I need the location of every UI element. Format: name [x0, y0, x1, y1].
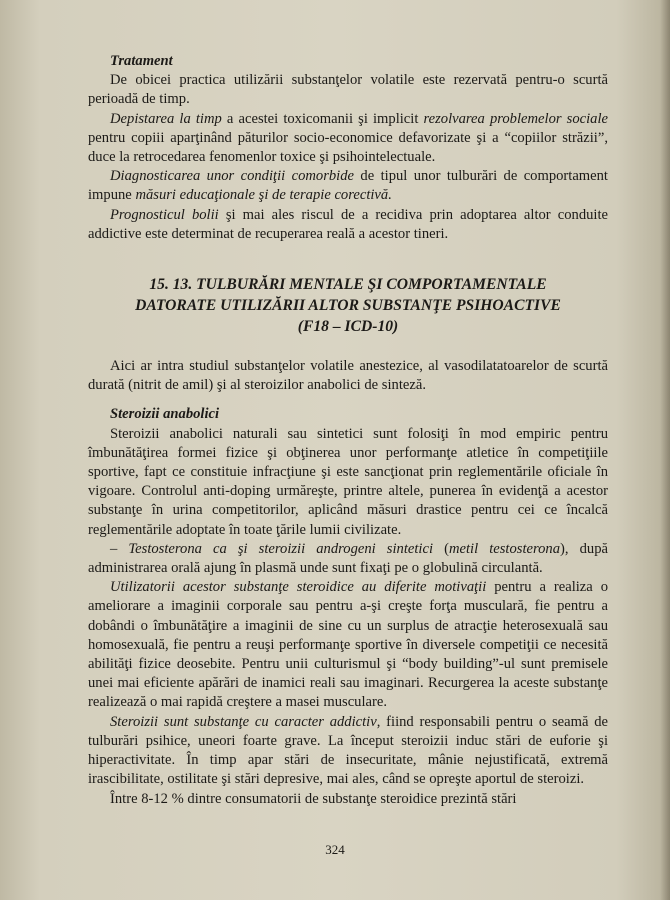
- treatment-paragraph-1: De obicei practica utilizării substanţelor volatile este rezervată pentru-o scurtă perioadă de timp.: [88, 72, 608, 108]
- steroids-paragraph-1: Steroizii anabolici naturali sau sintetici sunt folosiţi în mod empiric pentru îmbunătăţirea formei fizice şi obţinerea unor performanţe atletice în competiţiile sportive, fapt ce constituie infracţiune şi este sancţionat prin reglementările oficiale în vigoare. Controlul anti-doping urmăreşte, printre altele, punerea în evidenţă a acestor substanţe în urina competitorilor, aplicând măsuri drastice pentru cei ce încalcă reglementările adoptate în toate ţările lumii civilizate.: [88, 425, 608, 538]
- text: a acestei toxicomanii şi implicit: [221, 110, 424, 127]
- emphasis: Utilizatorii acestor substanţe steroidice au diferite motivaţii: [110, 579, 487, 596]
- text: ), după administrarea orală ajung în plasmă unde sunt fixaţi pe o globulină circulantă.: [88, 540, 608, 577]
- steroids-paragraph-3: [88, 578, 608, 712]
- emphasis: Steroizii sunt substanţe cu caracter addictiv: [110, 713, 377, 730]
- text: (: [433, 540, 449, 557]
- section-title-line-1: 15. 13. TULBURĂRI MENTALE ŞI COMPORTAMENTALE: [149, 276, 547, 294]
- page-edge-shadow: [660, 0, 670, 900]
- text: pentru a realiza o ameliorare a imaginii corporale sau pentru a-şi creşte forţa musculară, fie pentru a dobândi o îmbunătăţire a imaginii de sine cu un surplus de atracţie heterosexuală sau homosexuală, fie pentru a reuşi performanţe sportive în diversele competiţii ce necesită abilităţi fizice deosebite. Pentru unii culturismul şi “body building”-ul sunt premisele unei mai eficiente apărări de inamici reali sau imaginari. Recurgerea la aceste substanţe realizează o mai rapidă creştere a masei musculare.: [88, 579, 608, 711]
- dash: –: [110, 540, 129, 557]
- page-content: [88, 52, 608, 809]
- emphasis: Depistarea la timp: [110, 110, 222, 127]
- emphasis: măsuri educaţionale şi de terapie corectivă.: [135, 187, 392, 204]
- treatment-paragraph-3: [88, 167, 608, 205]
- text: pentru copiii aparţinând păturilor socio-economice defavorizate şi a “copiilor străzii”, duce la retrocedarea fenomenlor toxice şi psihointelectuale.: [88, 129, 608, 166]
- emphasis: Testosterona ca şi steroizii androgeni sintetici: [128, 540, 433, 557]
- page-number: 324: [325, 842, 345, 857]
- treatment-heading: Tratament: [110, 53, 173, 69]
- steroids-paragraph-2: [88, 540, 608, 578]
- treatment-paragraph-4: [88, 206, 608, 244]
- steroids-paragraph-5: Între 8-12 % dintre consumatorii de substanţe steroidice prezintă stări: [110, 790, 517, 807]
- emphasis: Diagnosticarea unor condiţii comorbide: [110, 168, 355, 185]
- treatment-paragraph-2: [88, 110, 608, 168]
- emphasis: metil testosterona: [448, 540, 561, 557]
- intro-paragraph: Aici ar intra studiul substanţelor volatile anestezice, al vasodilatatoarelor de scurtă durată (nitrit de amil) şi al steroizilor anabolici de sinteză.: [88, 358, 608, 394]
- text: şi mai ales riscul de a recidiva prin adoptarea altor conduite addictive este determinat de recuperarea reală a acestor tineri.: [88, 206, 609, 242]
- text: , fiind responsabili pentru o seamă de tulburări psihice, uneori foarte grave. La început steroizii induc stări de euforie şi hiperactivitate. În timp apar stări de insecuritate, mânie nejustificată, extremă irascibilitate, ostilitate şi stări depresive, mai ales, când se opreşte aportul de steroizi.: [88, 713, 608, 788]
- section-title: [88, 274, 608, 337]
- emphasis: Prognosticul bolii: [110, 206, 219, 223]
- steroids-heading: Steroizii anabolici: [110, 406, 220, 423]
- section-title-line-2: DATORATE UTILIZĂRII ALTOR SUBSTANŢE PSIHOACTIVE: [135, 297, 561, 315]
- steroids-paragraph-4: [88, 713, 608, 790]
- section-title-line-3: (F18 – ICD-10): [297, 318, 399, 336]
- emphasis: rezolvarea problemelor sociale: [423, 110, 608, 127]
- text: de tipul unor tulburări de comportament impune: [88, 168, 608, 204]
